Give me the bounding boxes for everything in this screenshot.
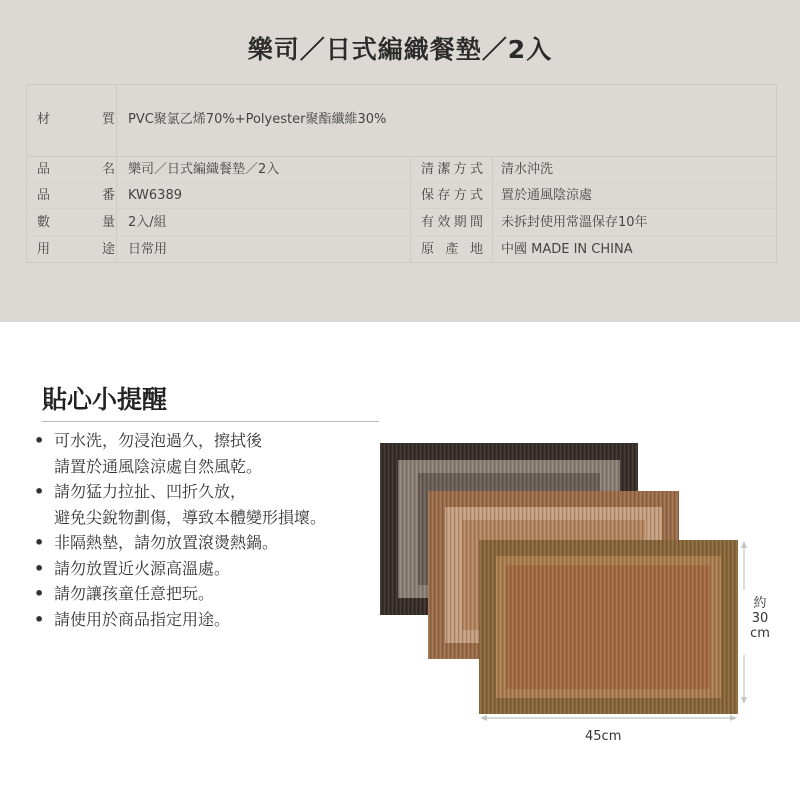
page-title: 樂司／日式編織餐墊／2入	[247, 35, 553, 64]
tip-item	[32, 479, 392, 530]
label-char: 間	[469, 215, 483, 230]
spec-divider	[27, 235, 776, 236]
tip-line: 請使用於商品指定用途。	[54, 609, 231, 629]
spec-value-2: 清水沖洗	[501, 162, 554, 177]
bullet-icon: •	[34, 558, 45, 578]
spec-label	[37, 162, 115, 178]
label-char: 品	[37, 188, 51, 203]
spec-value-2: 未拆封使用常溫保存10年	[501, 215, 648, 230]
label-char: 數	[37, 215, 51, 230]
label-char: 用	[37, 242, 51, 257]
height-label-line: 約	[753, 596, 767, 611]
tip-item	[32, 428, 392, 479]
tip-line: 請勿猛力拉扯、凹折久放，	[54, 482, 247, 501]
placemat-illustration	[378, 440, 798, 745]
label-char: 式	[469, 162, 483, 177]
spec-label-2	[421, 162, 483, 178]
spec-divider	[27, 156, 776, 157]
tip-line: 請勿放置近火源高溫處。	[54, 558, 231, 578]
label-char: 潔	[437, 162, 451, 177]
height-label-line: cm	[750, 626, 770, 641]
spec-section	[0, 0, 800, 322]
bullet-icon: •	[34, 584, 45, 603]
tips-divider	[42, 421, 379, 422]
spec-label	[37, 215, 115, 231]
spec-divider	[27, 208, 776, 209]
material-label	[37, 112, 115, 128]
width-arrow	[480, 715, 737, 721]
bullet-icon: •	[34, 533, 45, 552]
label-char: 效	[437, 215, 451, 230]
width-label: 45cm	[585, 729, 622, 744]
label-char: 有	[421, 215, 435, 230]
spec-value: 日常用	[128, 242, 168, 257]
placemat-gold	[479, 540, 738, 714]
spec-label-2	[421, 188, 483, 204]
spec-value-2: 中國 MADE IN CHINA	[501, 242, 633, 257]
spec-divider	[27, 182, 776, 183]
label-char: 量	[101, 215, 115, 230]
spec-divider	[410, 156, 411, 262]
label-char: 方	[453, 188, 467, 203]
bullet-icon: •	[34, 609, 45, 629]
spec-label	[37, 188, 115, 204]
spec-label-2	[421, 242, 483, 258]
height-label-line: 30	[751, 611, 769, 626]
tip-line: 請置於通風陰涼處自然風乾。	[54, 456, 263, 476]
label-char: 保	[421, 188, 435, 203]
tip-item	[32, 530, 392, 556]
label-char: 方	[453, 162, 467, 177]
height-label	[748, 596, 772, 641]
label-char: 式	[469, 188, 483, 203]
material-value: PVC聚氯乙烯70%+Polyester聚酯纖維30%	[128, 112, 387, 127]
tip-line: 可水洗，勿浸泡過久，擦拭後	[54, 431, 263, 450]
tips-title: 貼心小提醒	[42, 385, 168, 414]
label-char: 番	[101, 188, 115, 203]
label-char: 期	[453, 215, 467, 230]
height-arrow	[741, 541, 747, 704]
label-char: 存	[437, 188, 451, 203]
spec-divider	[492, 156, 493, 262]
spec-value-2: 置於通風陰涼處	[501, 188, 593, 203]
tip-item	[32, 581, 392, 607]
label-char: 清	[421, 162, 435, 177]
spec-table	[26, 84, 777, 263]
spec-label-2	[421, 215, 483, 231]
tip-item	[32, 556, 392, 582]
label-char: 地	[469, 242, 483, 257]
spec-value: KW6389	[128, 188, 182, 203]
tip-line: 避免尖銳物劃傷，導致本體變形損壞。	[54, 507, 327, 527]
label-char: 品	[37, 162, 51, 177]
label-char: 材	[37, 112, 51, 127]
spec-label	[37, 242, 115, 258]
bullet-icon: •	[34, 431, 45, 450]
tip-item	[32, 607, 392, 633]
label-char: 名	[101, 162, 115, 177]
tip-line: 請勿讓孩童任意把玩。	[54, 584, 215, 603]
label-char: 產	[445, 242, 459, 257]
spec-value: 樂司／日式編織餐墊／2入	[128, 162, 280, 177]
tips-list	[32, 428, 392, 632]
bullet-icon: •	[34, 482, 45, 501]
mat-gold-weave	[479, 540, 738, 714]
label-char: 途	[101, 242, 115, 257]
tip-line: 非隔熱墊，請勿放置滾燙熱鍋。	[54, 533, 279, 552]
label-char: 質	[101, 112, 115, 127]
label-char: 原	[421, 242, 435, 257]
spec-value: 2入/組	[128, 215, 167, 230]
